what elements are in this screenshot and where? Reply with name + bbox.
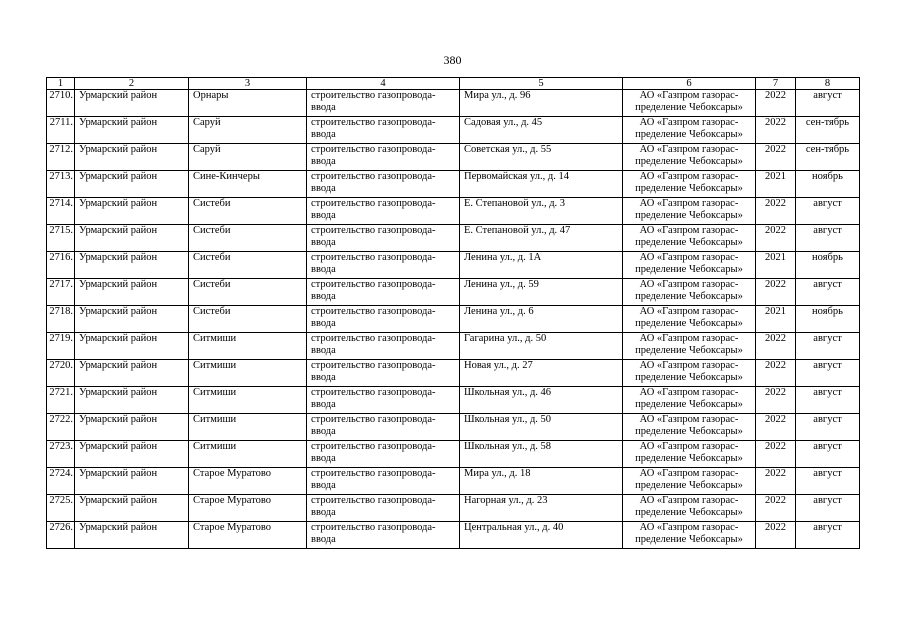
district-cell: Урмарский район [75, 387, 189, 414]
month-cell: август [796, 495, 860, 522]
settlement-cell: Сине-Кинчеры [189, 171, 307, 198]
row-number-cell: 2712. [47, 144, 75, 171]
district-cell: Урмарский район [75, 306, 189, 333]
month-cell: август [796, 387, 860, 414]
settlement-cell: Старое Муратово [189, 468, 307, 495]
organization-cell: АО «Газпром газорас-пределение Чебоксары» [623, 198, 756, 225]
district-cell: Урмарский район [75, 360, 189, 387]
address-cell: Ленина ул., д. 1А [460, 252, 623, 279]
district-cell: Урмарский район [75, 279, 189, 306]
month-cell: август [796, 225, 860, 252]
work-type-cell: строительство газопровода-ввода [307, 90, 460, 117]
table-row [47, 117, 860, 144]
district-cell: Урмарский район [75, 522, 189, 549]
address-cell: Садовая ул., д. 45 [460, 117, 623, 144]
work-type-cell: строительство газопровода-ввода [307, 225, 460, 252]
year-cell: 2022 [756, 279, 796, 306]
settlement-cell: Ситмиши [189, 360, 307, 387]
organization-cell: АО «Газпром газорас-пределение Чебоксары» [623, 495, 756, 522]
district-cell: Урмарский район [75, 468, 189, 495]
row-number-cell: 2720. [47, 360, 75, 387]
row-number-cell: 2710. [47, 90, 75, 117]
organization-cell: АО «Газпром газорас-пределение Чебоксары» [623, 333, 756, 360]
settlement-cell: Саруй [189, 144, 307, 171]
row-number-cell: 2726. [47, 522, 75, 549]
row-number-cell: 2713. [47, 171, 75, 198]
row-number-cell: 2723. [47, 441, 75, 468]
month-cell: сен-тябрь [796, 117, 860, 144]
organization-cell: АО «Газпром газорас-пределение Чебоксары» [623, 441, 756, 468]
address-cell: Е. Степановой ул., д. 47 [460, 225, 623, 252]
column-header: 8 [796, 78, 860, 90]
month-cell: август [796, 468, 860, 495]
address-cell: Ленина ул., д. 59 [460, 279, 623, 306]
district-cell: Урмарский район [75, 171, 189, 198]
row-number-cell: 2721. [47, 387, 75, 414]
table-row [47, 225, 860, 252]
address-cell: Гагарина ул., д. 50 [460, 333, 623, 360]
settlement-cell: Орнары [189, 90, 307, 117]
address-cell: Нагорная ул., д. 23 [460, 495, 623, 522]
work-type-cell: строительство газопровода-ввода [307, 414, 460, 441]
table-row [47, 468, 860, 495]
table-row [47, 144, 860, 171]
settlement-cell: Ситмиши [189, 387, 307, 414]
column-header: 7 [756, 78, 796, 90]
work-type-cell: строительство газопровода-ввода [307, 387, 460, 414]
address-cell: Новая ул., д. 27 [460, 360, 623, 387]
organization-cell: АО «Газпром газорас-пределение Чебоксары» [623, 360, 756, 387]
table-row [47, 306, 860, 333]
month-cell: август [796, 441, 860, 468]
year-cell: 2022 [756, 468, 796, 495]
organization-cell: АО «Газпром газорас-пределение Чебоксары» [623, 171, 756, 198]
organization-cell: АО «Газпром газорас-пределение Чебоксары» [623, 90, 756, 117]
work-type-cell: строительство газопровода-ввода [307, 117, 460, 144]
row-number-cell: 2719. [47, 333, 75, 360]
district-cell: Урмарский район [75, 117, 189, 144]
table-row [47, 441, 860, 468]
row-number-cell: 2718. [47, 306, 75, 333]
work-type-cell: строительство газопровода-ввода [307, 522, 460, 549]
row-number-cell: 2725. [47, 495, 75, 522]
work-type-cell: строительство газопровода-ввода [307, 198, 460, 225]
district-cell: Урмарский район [75, 144, 189, 171]
month-cell: август [796, 90, 860, 117]
month-cell: август [796, 198, 860, 225]
page-number: 380 [443, 53, 462, 67]
settlement-cell: Систеби [189, 306, 307, 333]
district-cell: Урмарский район [75, 252, 189, 279]
organization-cell: АО «Газпром газорас-пределение Чебоксары» [623, 117, 756, 144]
column-header: 1 [47, 78, 75, 90]
row-number-cell: 2724. [47, 468, 75, 495]
district-cell: Урмарский район [75, 414, 189, 441]
work-type-cell: строительство газопровода-ввода [307, 333, 460, 360]
work-type-cell: строительство газопровода-ввода [307, 144, 460, 171]
column-header: 6 [623, 78, 756, 90]
table-row [47, 171, 860, 198]
gasification-table [46, 77, 860, 549]
address-cell: Е. Степановой ул., д. 3 [460, 198, 623, 225]
organization-cell: АО «Газпром газорас-пределение Чебоксары» [623, 414, 756, 441]
year-cell: 2022 [756, 387, 796, 414]
year-cell: 2022 [756, 117, 796, 144]
organization-cell: АО «Газпром газорас-пределение Чебоксары» [623, 306, 756, 333]
address-cell: Центральная ул., д. 40 [460, 522, 623, 549]
address-cell: Первомайская ул., д. 14 [460, 171, 623, 198]
row-number-cell: 2711. [47, 117, 75, 144]
month-cell: август [796, 360, 860, 387]
table-row [47, 387, 860, 414]
table-row [47, 198, 860, 225]
address-cell: Школьная ул., д. 50 [460, 414, 623, 441]
organization-cell: АО «Газпром газорас-пределение Чебоксары» [623, 522, 756, 549]
column-number-row [47, 78, 860, 90]
settlement-cell: Систеби [189, 225, 307, 252]
work-type-cell: строительство газопровода-ввода [307, 279, 460, 306]
district-cell: Урмарский район [75, 90, 189, 117]
row-number-cell: 2716. [47, 252, 75, 279]
column-header: 2 [75, 78, 189, 90]
column-header: 5 [460, 78, 623, 90]
settlement-cell: Систеби [189, 252, 307, 279]
month-cell: август [796, 279, 860, 306]
month-cell: август [796, 414, 860, 441]
district-cell: Урмарский район [75, 333, 189, 360]
year-cell: 2022 [756, 225, 796, 252]
district-cell: Урмарский район [75, 198, 189, 225]
settlement-cell: Систеби [189, 198, 307, 225]
organization-cell: АО «Газпром газорас-пределение Чебоксары» [623, 387, 756, 414]
table-row [47, 90, 860, 117]
year-cell: 2022 [756, 360, 796, 387]
address-cell: Советская ул., д. 55 [460, 144, 623, 171]
work-type-cell: строительство газопровода-ввода [307, 306, 460, 333]
row-number-cell: 2722. [47, 414, 75, 441]
settlement-cell: Старое Муратово [189, 522, 307, 549]
month-cell: ноябрь [796, 306, 860, 333]
work-type-cell: строительство газопровода-ввода [307, 360, 460, 387]
address-cell: Школьная ул., д. 46 [460, 387, 623, 414]
year-cell: 2022 [756, 522, 796, 549]
settlement-cell: Старое Муратово [189, 495, 307, 522]
year-cell: 2021 [756, 306, 796, 333]
year-cell: 2022 [756, 198, 796, 225]
year-cell: 2021 [756, 171, 796, 198]
organization-cell: АО «Газпром газорас-пределение Чебоксары» [623, 468, 756, 495]
organization-cell: АО «Газпром газорас-пределение Чебоксары» [623, 279, 756, 306]
settlement-cell: Ситмиши [189, 441, 307, 468]
address-cell: Школьная ул., д. 58 [460, 441, 623, 468]
settlement-cell: Ситмиши [189, 333, 307, 360]
organization-cell: АО «Газпром газорас-пределение Чебоксары» [623, 225, 756, 252]
row-number-cell: 2714. [47, 198, 75, 225]
district-cell: Урмарский район [75, 441, 189, 468]
address-cell: Мира ул., д. 96 [460, 90, 623, 117]
year-cell: 2022 [756, 144, 796, 171]
work-type-cell: строительство газопровода-ввода [307, 252, 460, 279]
row-number-cell: 2715. [47, 225, 75, 252]
organization-cell: АО «Газпром газорас-пределение Чебоксары» [623, 252, 756, 279]
district-cell: Урмарский район [75, 495, 189, 522]
work-type-cell: строительство газопровода-ввода [307, 441, 460, 468]
year-cell: 2022 [756, 90, 796, 117]
year-cell: 2022 [756, 333, 796, 360]
column-header: 4 [307, 78, 460, 90]
address-cell: Мира ул., д. 18 [460, 468, 623, 495]
table-row [47, 252, 860, 279]
year-cell: 2021 [756, 252, 796, 279]
settlement-cell: Систеби [189, 279, 307, 306]
month-cell: август [796, 333, 860, 360]
table-row [47, 414, 860, 441]
table-row [47, 333, 860, 360]
month-cell: август [796, 522, 860, 549]
table-body [47, 90, 860, 549]
settlement-cell: Ситмиши [189, 414, 307, 441]
work-type-cell: строительство газопровода-ввода [307, 171, 460, 198]
work-type-cell: строительство газопровода-ввода [307, 468, 460, 495]
month-cell: ноябрь [796, 171, 860, 198]
month-cell: ноябрь [796, 252, 860, 279]
district-cell: Урмарский район [75, 225, 189, 252]
table-row [47, 360, 860, 387]
settlement-cell: Саруй [189, 117, 307, 144]
address-cell: Ленина ул., д. 6 [460, 306, 623, 333]
column-header: 3 [189, 78, 307, 90]
year-cell: 2022 [756, 441, 796, 468]
table-row [47, 495, 860, 522]
row-number-cell: 2717. [47, 279, 75, 306]
table-row [47, 279, 860, 306]
year-cell: 2022 [756, 495, 796, 522]
organization-cell: АО «Газпром газорас-пределение Чебоксары» [623, 144, 756, 171]
month-cell: сен-тябрь [796, 144, 860, 171]
work-type-cell: строительство газопровода-ввода [307, 495, 460, 522]
year-cell: 2022 [756, 414, 796, 441]
table-row [47, 522, 860, 549]
